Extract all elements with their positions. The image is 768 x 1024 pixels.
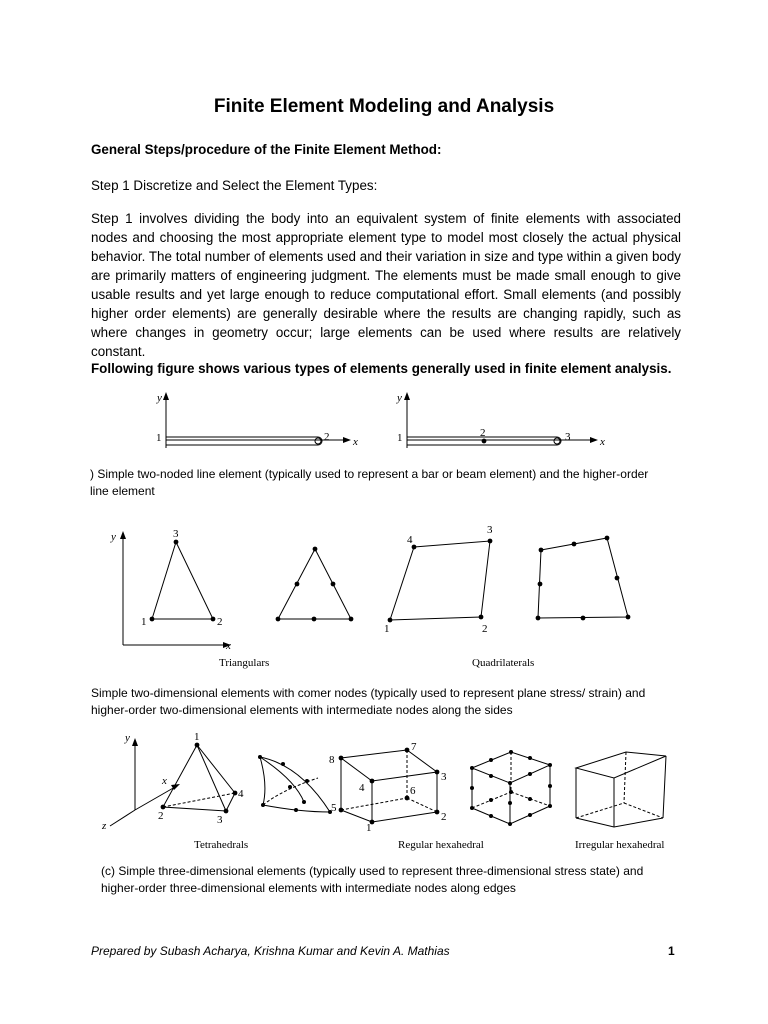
section-heading: General Steps/procedure of the Finite Element Method: [91,142,442,157]
node-label: 4 [407,534,413,546]
page-title: Finite Element Modeling and Analysis [213,96,555,117]
quad-element [390,541,490,620]
caption-b: Simple two-dimensional elements with comer nodes (typically used to represent plane stress/ strain) and higher-order two-dimensional elements with intermediate nodes along the sides [91,686,646,717]
node-label: 3 [173,528,179,540]
axis-x-label: x [600,436,605,448]
footer-credit: Prepared by Subash Acharya, Krishna Kumar and Kevin A. Mathias [91,944,450,958]
node-label: 3 [217,814,223,826]
irregular-hexahedral-element [576,752,666,827]
node-label: 1 [194,731,200,743]
node-label: 1 [366,822,372,834]
node-label: 2 [441,811,447,823]
axis-x-label: x [353,436,358,448]
axis-y-label: y [125,732,130,744]
node-label: 2 [217,616,223,628]
axis-z-label: z [102,820,107,832]
line-element-two-node [166,398,345,448]
node-label: 1 [141,616,147,628]
axis-y-label: y [397,392,402,404]
node-label: 2 [324,431,330,443]
node-label: 1 [156,432,162,444]
caption-a: ) Simple two-noded line element (typically used to represent a bar or beam element) and the higher-order line element [90,467,649,498]
axis-x-label: x [162,775,167,787]
node-label: 2 [482,623,488,635]
node-label: 1 [397,432,403,444]
page-number: 1 [668,944,675,958]
quad-higher-order [538,538,628,618]
triangle-higher-order [278,549,351,619]
node-label: 1 [384,623,390,635]
node-label: 3 [441,771,447,783]
body-paragraph: Step 1 involves dividing the body into an equivalent system of finite elements with associated nodes and choosing the most appropriate element type to model most closely the actual physical behavior. The total number of elements used and their variation in size and type within a given body are primarily matters of engineering judgment. The elements must be made small enough to give usable results and yet large enough to reduce computational effort. Small elements (and possibly higher order elements) are generally desirable where the results are changing rapidly, such as where changes in geometry occur; large elements can be used where results are relatively constant. [91,211,681,359]
caption-c: (c) Simple three-dimensional elements (typically used to represent three-dimensional stress state) and higher-order three-dimensional elements with intermediate nodes along edges [101,864,644,895]
tetrahedrals-label: Tetrahedrals [194,839,249,851]
triangulars-label: Triangulars [219,657,270,669]
axis-y-label: y [111,531,116,543]
node-label: 5 [331,802,337,814]
tetrahedron-higher-order [260,757,330,812]
quadrilaterals-label: Quadrilaterals [472,657,535,669]
triangle-element [152,542,213,619]
node-label: 2 [158,810,164,822]
axis-y-label: y [157,392,162,404]
regular-hexahedral-element [341,750,437,822]
node-label: 8 [329,754,335,766]
node-label: 4 [359,782,365,794]
hexahedral-higher-order [472,752,550,824]
node-label: 6 [410,785,416,797]
node-label: 4 [238,788,244,800]
node-label: 2 [480,427,486,439]
axis-x-label: x [226,640,231,652]
node-label: 3 [565,431,571,443]
node-label: 3 [487,524,493,536]
irregular-hexahedral-label: Irregular hexahedral [575,839,665,851]
node-label: 7 [411,741,417,753]
regular-hexahedral-label: Regular hexahedral [398,839,484,851]
tetrahedron-element [163,745,235,811]
figure-intro-sentence: Following figure shows various types of elements generally used in finite element analysis. [91,361,672,376]
step-heading: Step 1 Discretize and Select the Element Types: [91,178,378,193]
